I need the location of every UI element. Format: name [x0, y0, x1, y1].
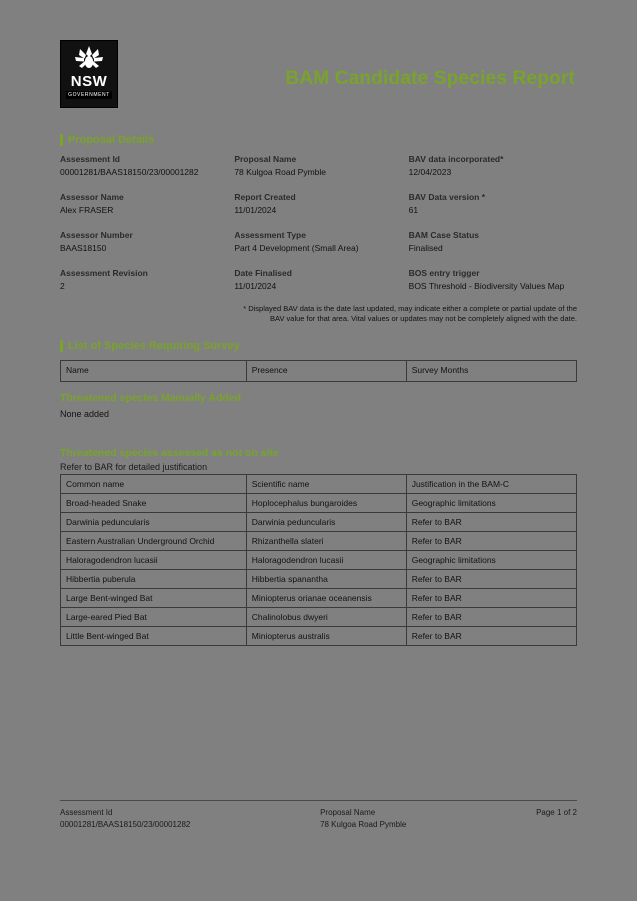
table-row [61, 551, 577, 570]
cell-common-name: Large Bent-winged Bat [61, 589, 247, 608]
not-on-site-table [60, 474, 577, 646]
survey-species-heading: List of Species Requiring Survey [60, 340, 577, 352]
cell-scientific-name: Hibbertia spanantha [246, 570, 406, 589]
cell-scientific-name: Darwinia peduncularis [246, 513, 406, 532]
detail-value: 12/04/2023 [408, 167, 452, 177]
table-row [61, 513, 577, 532]
report-sheet [60, 40, 577, 840]
cell-scientific-name: Miniopterus orianae oceanensis [246, 589, 406, 608]
footer-assessment-label: Assessment Id [60, 808, 113, 817]
detail-field-report-created [234, 192, 402, 216]
column-header-common-name: Common name [61, 475, 247, 494]
footer-assessment-value: 00001281/BAAS18150/23/00001282 [60, 820, 191, 829]
detail-field-bav-data-incorporated [409, 154, 577, 178]
detail-field-assessment-id [60, 154, 228, 178]
footer-page-value: Page 1 of 2 [536, 808, 577, 817]
detail-label: Date Finalised [234, 268, 292, 278]
detail-label: Report Created [234, 192, 296, 202]
detail-value: BOS Threshold - Biodiversity Values Map [408, 281, 565, 291]
table-row [61, 570, 577, 589]
cell-common-name: Haloragodendron lucasii [61, 551, 247, 570]
cell-justification: Refer to BAR [406, 608, 576, 627]
not-on-site-heading: Threatened species assessed as not on site [60, 447, 279, 459]
cell-justification: Geographic limitations [406, 494, 576, 513]
cell-common-name: Darwinia peduncularis [61, 513, 247, 532]
footer-proposal [320, 807, 406, 831]
detail-field-assessment-revision [60, 268, 228, 292]
detail-label: BAV data incorporated* [408, 154, 504, 164]
detail-label: Assessment Id [60, 154, 120, 164]
column-header-name: Name [61, 361, 247, 382]
cell-common-name: Eastern Australian Underground Orchid [61, 532, 247, 551]
footer-proposal-label: Proposal Name [320, 808, 376, 817]
detail-field-assessment-type [234, 230, 402, 254]
cell-justification: Refer to BAR [406, 532, 576, 551]
cell-scientific-name: Hoplocephalus bungaroides [246, 494, 406, 513]
cell-justification: Refer to BAR [406, 589, 576, 608]
page-title: BAM Candidate Species Report [285, 68, 575, 89]
detail-label: Assessor Number [60, 230, 133, 240]
cell-common-name: Large-eared Pied Bat [61, 608, 247, 627]
detail-field-date-finalised [234, 268, 402, 292]
detail-value: Alex FRASER [60, 205, 114, 215]
logo-subtitle: GOVERNMENT [68, 92, 110, 98]
detail-field-assessor-number [60, 230, 228, 254]
detail-label: Assessment Type [234, 230, 306, 240]
not-on-site-subheading: Refer to BAR for detailed justification [60, 462, 208, 472]
column-header-presence: Presence [246, 361, 406, 382]
detail-field-bos-entry-trigger [409, 268, 577, 292]
cell-scientific-name: Rhizanthella slateri [246, 532, 406, 551]
detail-label: Assessor Name [60, 192, 124, 202]
detail-label: Assessment Revision [60, 268, 148, 278]
detail-label: BOS entry trigger [408, 268, 480, 278]
cell-justification: Refer to BAR [406, 513, 576, 532]
not-on-site-body [61, 494, 577, 646]
cell-scientific-name: Haloragodendron lucasii [246, 551, 406, 570]
cell-common-name: Broad-headed Snake [61, 494, 247, 513]
cell-common-name: Little Bent-winged Bat [61, 627, 247, 646]
table-row [61, 589, 577, 608]
detail-value: 2 [60, 281, 65, 291]
footer-page-number [536, 807, 577, 831]
detail-value: Finalised [408, 243, 443, 253]
detail-field-proposal-name [234, 154, 402, 178]
proposal-details-heading: Proposal Details [60, 134, 577, 146]
detail-field-bam-case-status [409, 230, 577, 254]
detail-label: BAV Data version * [408, 192, 486, 202]
detail-label: Proposal Name [234, 154, 297, 164]
proposal-details-grid [60, 154, 577, 292]
detail-value: 78 Kulgoa Road Pymble [234, 167, 326, 177]
cell-scientific-name: Miniopterus australis [246, 627, 406, 646]
waratah-logo-icon [72, 44, 106, 72]
detail-value: 11/01/2024 [234, 281, 277, 291]
table-row [61, 608, 577, 627]
footer-assessment [60, 807, 190, 831]
cell-scientific-name: Chalinolobus dwyeri [246, 608, 406, 627]
table-header-row [61, 361, 577, 382]
detail-value: 00001281/BAAS18150/23/00001282 [60, 167, 199, 177]
detail-label: BAM Case Status [408, 230, 480, 240]
detail-value: 61 [408, 205, 419, 215]
cell-justification: Refer to BAR [406, 627, 576, 646]
table-row [61, 532, 577, 551]
logo-title: NSW [70, 73, 108, 90]
cell-justification: Refer to BAR [406, 570, 576, 589]
detail-value: BAAS18150 [60, 243, 107, 253]
cell-common-name: Hibbertia puberula [61, 570, 247, 589]
manually-added-empty-text: None added [60, 409, 110, 419]
column-header-justification: Justification in the BAM-C [406, 475, 576, 494]
table-row [61, 494, 577, 513]
table-header-row [61, 475, 577, 494]
page-footer [60, 800, 577, 831]
column-header-survey-months: Survey Months [406, 361, 576, 382]
detail-field-bav-data-version [409, 192, 577, 216]
manually-added-heading: Threatened species Manually Added [60, 392, 242, 404]
nsw-government-logo [60, 40, 118, 108]
footer-proposal-value: 78 Kulgoa Road Pymble [320, 820, 407, 829]
detail-value: Part 4 Development (Small Area) [234, 243, 359, 253]
detail-field-assessor-name [60, 192, 228, 216]
cell-justification: Geographic limitations [406, 551, 576, 570]
detail-value: 11/01/2024 [234, 205, 277, 215]
report-header [60, 40, 577, 118]
survey-species-table [60, 360, 577, 382]
bav-footnote: * Displayed BAV data is the date last updated, may indicate either a complete or partial update of the BAV value for that area. Vital values or updates may not be completely aligned with the date. [243, 304, 577, 323]
column-header-scientific-name: Scientific name [246, 475, 406, 494]
table-row [61, 627, 577, 646]
